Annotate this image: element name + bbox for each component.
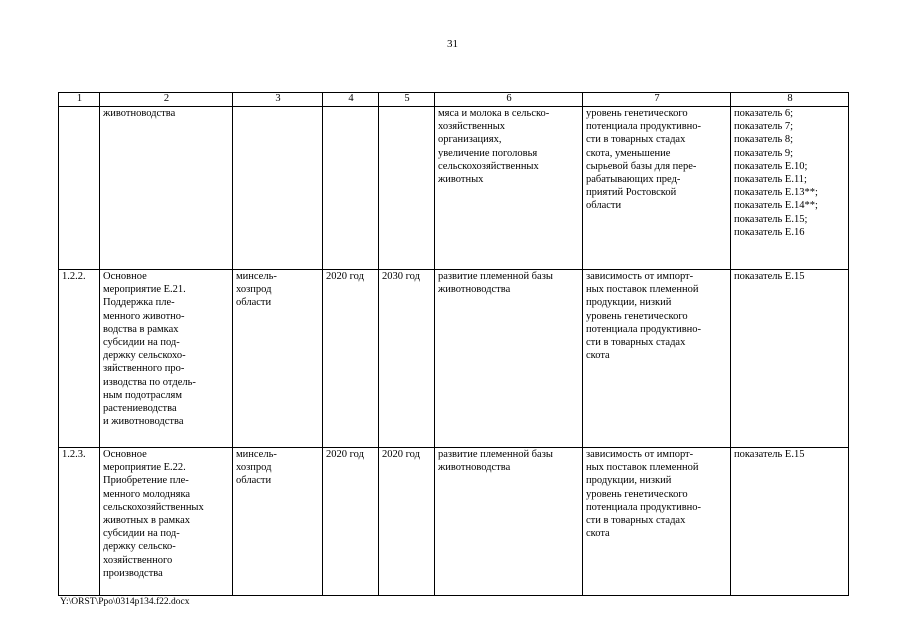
executor-cell: минсель- хозпрод области [233,448,323,596]
header-col-2: 2 [100,93,233,107]
footer-file-path: Y:\ORST\Ppo\0314p134.f22.docx [60,597,190,607]
end-year-cell [379,107,435,270]
program-measures-table [58,92,849,596]
end-year-cell: 2020 год [379,448,435,596]
consequences-cell: уровень генетического потенциала продуктивно- сти в товарных стадах скота, уменьшение сырьевой базы для пере- рабатывающих пред- приятий Ростовской области [583,107,731,270]
header-col-5: 5 [379,93,435,107]
header-col-3: 3 [233,93,323,107]
row-number-cell: 1.2.2. [59,270,100,448]
table-row [59,107,849,270]
measure-name-cell: Основное мероприятие Е.22. Приобретение пле- менного молодняка сельскохозяйственных животных в рамках субсидии на под- держку сельско- хозяйственного производства [100,448,233,596]
consequences-cell: зависимость от импорт- ных поставок племенной продукции, низкий уровень генетического потенциала продуктивно- сти в товарных стадах скота [583,448,731,596]
measure-name-cell: Основное мероприятие Е.21. Поддержка пле- менного животно- водства в рамках субсидии на под- держку сельскохо- зяйственного про- изводства по отдель- ным подотраслям растениеводства и животноводства [100,270,233,448]
row-number-cell: 1.2.3. [59,448,100,596]
table-row [59,448,849,596]
indicators-cell: показатель Е.15 [731,270,849,448]
start-year-cell: 2020 год [323,448,379,596]
header-col-7: 7 [583,93,731,107]
expected-result-cell: развитие племенной базы животноводства [435,448,583,596]
indicators-cell: показатель 6; показатель 7; показатель 8; показатель 9; показатель Е.10; показатель Е.11; показатель Е.13**; показатель Е.14**; показатель Е.15; показатель Е.16 [731,107,849,270]
header-col-1: 1 [59,93,100,107]
header-col-6: 6 [435,93,583,107]
row-number-cell [59,107,100,270]
expected-result-cell: мяса и молока в сельско- хозяйственных организациях, увеличение поголовья сельскохозяйственных животных [435,107,583,270]
table-row [59,270,849,448]
executor-cell: минсель- хозпрод области [233,270,323,448]
executor-cell [233,107,323,270]
header-row [59,93,849,107]
indicators-cell: показатель Е.15 [731,448,849,596]
header-col-4: 4 [323,93,379,107]
page-number: 31 [447,38,458,50]
end-year-cell: 2030 год [379,270,435,448]
expected-result-cell: развитие племенной базы животноводства [435,270,583,448]
consequences-cell: зависимость от импорт- ных поставок племенной продукции, низкий уровень генетического потенциала продуктивно- сти в товарных стадах скота [583,270,731,448]
measure-name-cell: животноводства [100,107,233,270]
start-year-cell: 2020 год [323,270,379,448]
start-year-cell [323,107,379,270]
header-col-8: 8 [731,93,849,107]
